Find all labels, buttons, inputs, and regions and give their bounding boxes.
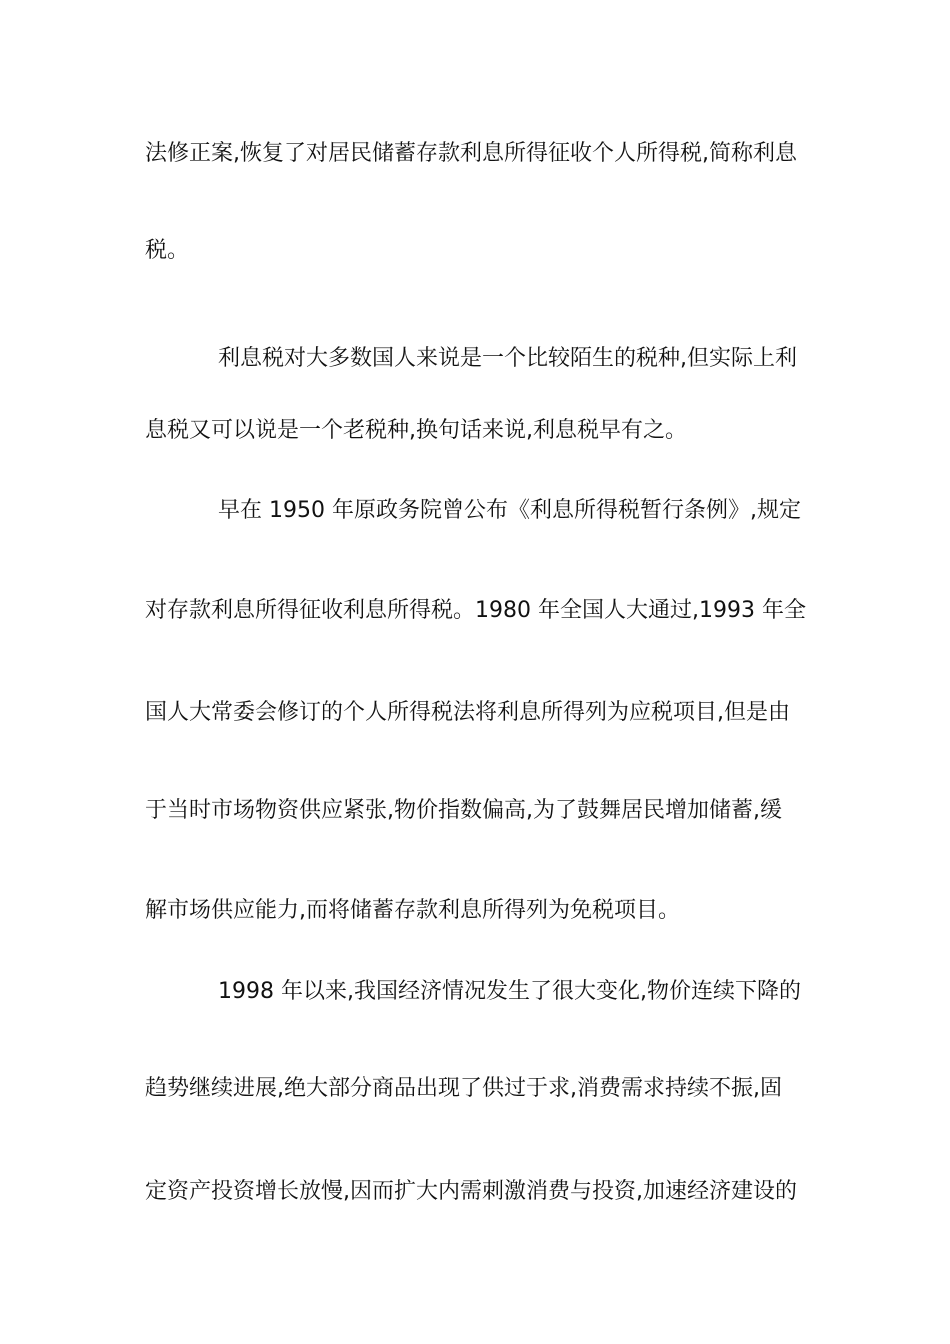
text-line: 法修正案,恢复了对居民储蓄存款利息所得征收个人所得税,简称利息 [145, 141, 797, 166]
text-line: 解市场供应能力,而将储蓄存款利息所得列为免税项目。 [145, 898, 680, 923]
paragraph-start-line: 早在 1950 年原政务院曾公布《利息所得税暂行条例》,规定 [218, 498, 801, 523]
text-line: 息税又可以说是一个老税种,换句话来说,利息税早有之。 [145, 418, 687, 443]
text-line: 国人大常委会修订的个人所得税法将利息所得列为应税项目,但是由 [145, 700, 790, 725]
text-line: 于当时市场物资供应紧张,物价指数偏高,为了鼓舞居民增加储蓄,缓 [145, 798, 782, 823]
text-line: 对存款利息所得征收利息所得税。1980 年全国人大通过,1993 年全 [145, 598, 806, 623]
text-line: 趋势继续进展,绝大部分商品出现了供过于求,消费需求持续不振,固 [145, 1076, 782, 1101]
text-line: 定资产投资增长放慢,因而扩大内需刺激消费与投资,加速经济建设的 [145, 1179, 797, 1204]
text-line: 税。 [145, 238, 190, 263]
paragraph-start-line: 利息税对大多数国人来说是一个比较陌生的税种,但实际上利 [218, 346, 797, 371]
paragraph-start-line: 1998 年以来,我国经济情况发生了很大变化,物价连续下降的 [218, 979, 801, 1004]
